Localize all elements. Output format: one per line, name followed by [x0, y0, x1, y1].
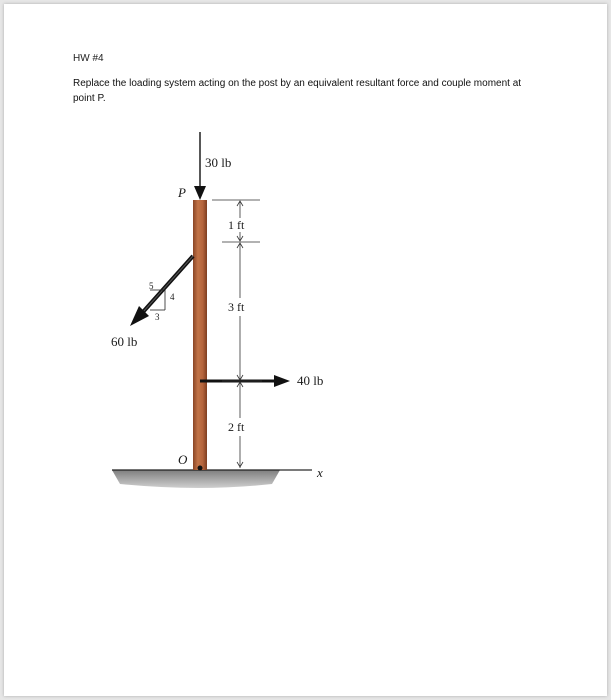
force-60lb-arrow: [130, 256, 193, 326]
dimension-1ft-label: 1 ft: [228, 218, 245, 232]
x-axis-label: x: [317, 465, 323, 480]
base-point-o: [198, 466, 203, 471]
dimension-3ft-label: 3 ft: [228, 300, 245, 314]
dimension-2ft-label: 2 ft: [228, 420, 245, 434]
slope-run-label: 3: [155, 312, 160, 322]
ground: [112, 470, 312, 488]
force-40lb-label: 40 lb: [297, 373, 324, 388]
point-p-label: P: [178, 185, 186, 200]
post: [193, 200, 207, 470]
force-30lb-label: 30 lb: [205, 155, 232, 170]
slope-rise-label: 4: [170, 292, 175, 302]
problem-statement: Replace the loading system acting on the post by an equivalent resultant force and couple moment at point P.: [73, 78, 522, 104]
point-o-label: O: [178, 452, 188, 467]
slope-hyp-label: 5: [149, 281, 154, 291]
assignment-title: HW #4: [73, 53, 104, 64]
force-60lb-label: 60 lb: [111, 334, 138, 349]
